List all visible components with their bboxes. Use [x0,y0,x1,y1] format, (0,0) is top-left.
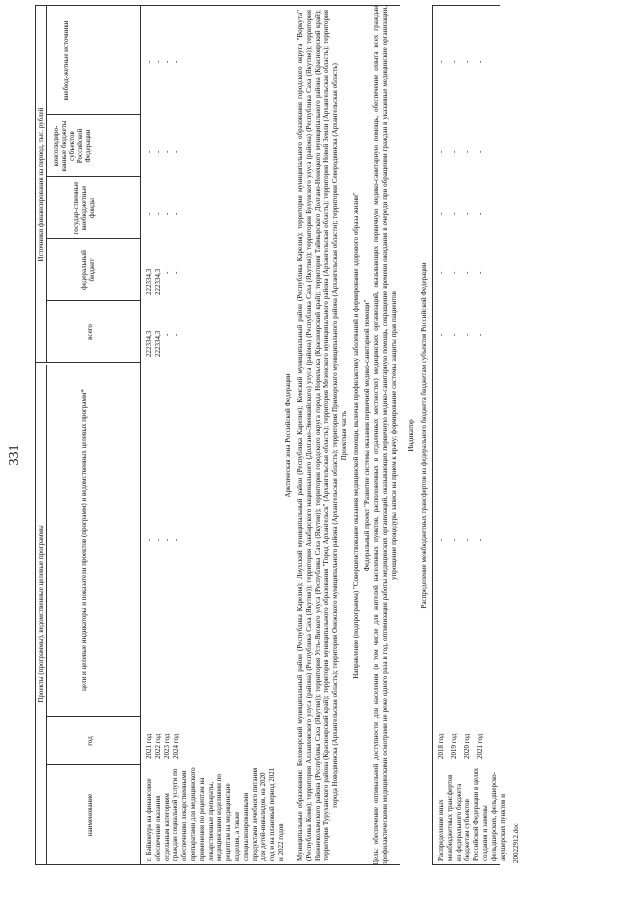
header-sources-label: Источники финансирования на период, тыс. рублей [37,107,45,262]
row2-consolidated-1: - [437,150,445,153]
row2-year-1: 2018 год [437,733,445,759]
row2-consolidated-2: - [450,150,458,153]
row2-federal-4: - [476,271,484,274]
header-projects-label: Проекты (программы), ведомственные целевые программы [37,525,45,703]
row1-goals-4: - [172,538,180,541]
row2-federal-2: - [450,271,458,274]
header-federal: федеральный бюджет [80,250,96,290]
header-mid-border-left [46,365,47,865]
row2-extra-1: - [437,60,445,63]
header-extra: внебюд-жетные источники [62,20,70,101]
row2-total-4: - [476,333,484,336]
row1-year-2: 2022 год [154,733,162,759]
row2-year-2: 2019 год [450,733,458,759]
row1-state-1: - [145,212,153,215]
row1-consolidated-2: - [154,150,162,153]
row2-extra-2: - [450,60,458,63]
footer-file-code: 20022912.doc [512,823,520,863]
row2-top-border [432,6,433,865]
indicator-label: Индикатор [407,419,415,452]
row1-total-2: 222334,3 [154,330,162,357]
header-name: наименование [86,793,94,837]
project-part-label: Проектная часть [340,410,348,461]
row1-consolidated-1: - [145,150,153,153]
direction-label: Направление (подпрограмма) "Совершенствование оказания медицинской помощи, включая профилактику заболеваний и формирование здорового образа жизни" [352,192,360,679]
row1-total-3: - [163,333,171,336]
row1-total-4: - [172,333,180,336]
header-mid-border-right [46,6,47,363]
col-sep-extra [46,114,140,115]
header-state-funds: государ-ственные внебюджетные фонды [72,181,96,235]
row2-left-border [432,864,500,865]
row1-extra-1: - [145,60,153,63]
row1-year-4: 2024 год [172,733,180,759]
row2-total-2: - [450,333,458,336]
row2-federal-3: - [463,271,471,274]
row1-state-3: - [163,212,171,215]
col-sep-total [35,362,140,363]
row1-consolidated-4: - [172,150,180,153]
row1-goals-2: - [154,538,162,541]
row1-extra-3: - [163,60,171,63]
col-sep-state [46,238,140,239]
row2-consolidated-4: - [476,150,484,153]
header-consolidated: консолидиро-ванные бюджеты субъектов Российской Федерации [52,120,92,172]
row1-consolidated-3: - [163,150,171,153]
col-sep-consolidated [46,176,140,177]
row1-state-4: - [172,212,180,215]
row2-name: Распределение иных межбюджетных трансфертов из федерального бюджета бюджетам субъектов Российской Федерации в целях создания и замены фельдшерских, фельдшерско-акушерских пунктов и [437,767,507,861]
row2-year-3: 2020 год [463,733,471,759]
row1-year-1: 2021 год [145,733,153,759]
row1-federal-2: 222334,3 [154,268,162,295]
col-sep-goals [46,716,140,717]
row1-goals-1: - [145,538,153,541]
row2-goals-1: - [437,538,445,541]
row1-goals-3: - [163,538,171,541]
row1-state-2: - [154,212,162,215]
row2-year-4: 2021 год [476,733,484,759]
row2-goals-2: - [450,538,458,541]
header-year: год [86,736,94,746]
header-total: всего [86,324,94,340]
header-bottom-border [140,6,141,865]
row2-goals-4: - [476,538,484,541]
table-top-border [35,6,36,865]
row1-year-3: 2023 год [163,733,171,759]
row2-state-1: - [437,212,445,215]
goal-text: Цель: обеспечение оптимальной доступности для населения (в том числе для жителей населенных пунктов, расположенных в отдаленных местностях) медицинских организаций, оказывающих первичную медико-санитарную помощь, обеспечение охвата всех граждан профилактическими медицинскими осмотрами не реже одного раза в год, оптимизация работы медицинских организаций, оказывающих первичную медико-санитарную помощь, сокращение времени ожидания в очереди при обращении граждан в указанные медицинские организации, упрощение процедуры записи на прием к врачу; формирование системы защиты прав пациентов [372,6,398,865]
row1-name: г. Байконура на финансовое обеспечение оказания отдельным категориям граждан социальной услуги по обеспечению лекарственными препаратами для медицинского применения по рецептам на лекарственные препараты, медицинскими изделиями по рецептам на медицинские изделия, а также специализированными продуктами лечебного питания для детей-инвалидов, на 2020 год и на плановый период 2021 и 2022 годов [145,767,285,861]
row2-state-2: - [450,212,458,215]
row2-state-4: - [476,212,484,215]
page-number: 331 [7,444,22,466]
municipalities-text: Муниципальные образования: Беломорский муниципальный район (Республика Карелия); Лоухский муниципальный район (Республика Карелия); Кемский муниципальный район (Республика Карелия); территория муниципального образования городского округа "Воркута" (Республика Коми); территория Аллаиховского улуса (района) (Республика Саха (Якутия)); территория Анабарского национального (Долгано-Эвенкийского) улуса (района) (Республика Саха (Якутия)); территория Булунского улуса (района) (Республика Саха (Якутия)); территория Нижнеколымского района (Республика Саха (Якутия)); территория Усть-Янского улуса (Республика Саха (Якутия)); территория городского округа города Норильска (Красноярский край); территория Таймырского Долгано-Ненецкого муниципального района (Красноярский край); территория Туруханского района (Красноярский край); территория муниципального образования "Город Архангельск" (Архангельская область); территория Мезенского муниципального района (Архангельская область); территория Новой Земли (Архангельская область); территория города Новодвинска (Архангельская область); территория Онежского муниципального района (Архангельская область); территория Приморского муниципального района (Архангельская области); территория Северодвинска (Архангельская область) [296,10,340,861]
row2-right-border [432,5,500,6]
row1-federal-4: - [172,271,180,274]
row1-total-1: 222334,3 [145,330,153,357]
row2-consolidated-3: - [463,150,471,153]
row1-federal-3: - [163,271,171,274]
row1-extra-2: - [154,60,162,63]
col-sep-federal [46,300,140,301]
row1-federal-1: 222334,3 [145,268,153,295]
row2-total-3: - [463,333,471,336]
row2-total-1: - [437,333,445,336]
row2-federal-1: - [437,271,445,274]
row1-extra-4: - [172,60,180,63]
row2-goals-3: - [463,538,471,541]
header-goals: цели и целевые индикаторы и показатели проектов (программ) и ведомственных целевых программ* [80,389,88,691]
row2-extra-3: - [463,60,471,63]
section-title: Арктическая зона Российской Федерации [284,373,292,498]
row2-state-3: - [463,212,471,215]
federal-project-label: Федеральный проект "Развитие системы оказания первичной медико-санитарной помощи" [363,299,371,572]
row2-extra-4: - [476,60,484,63]
col-sep-year [46,764,140,765]
distribution-label: Распределение межбюджетных трансфертов из федерального бюджета бюджетам субъектов Российской Федерации [420,262,428,609]
